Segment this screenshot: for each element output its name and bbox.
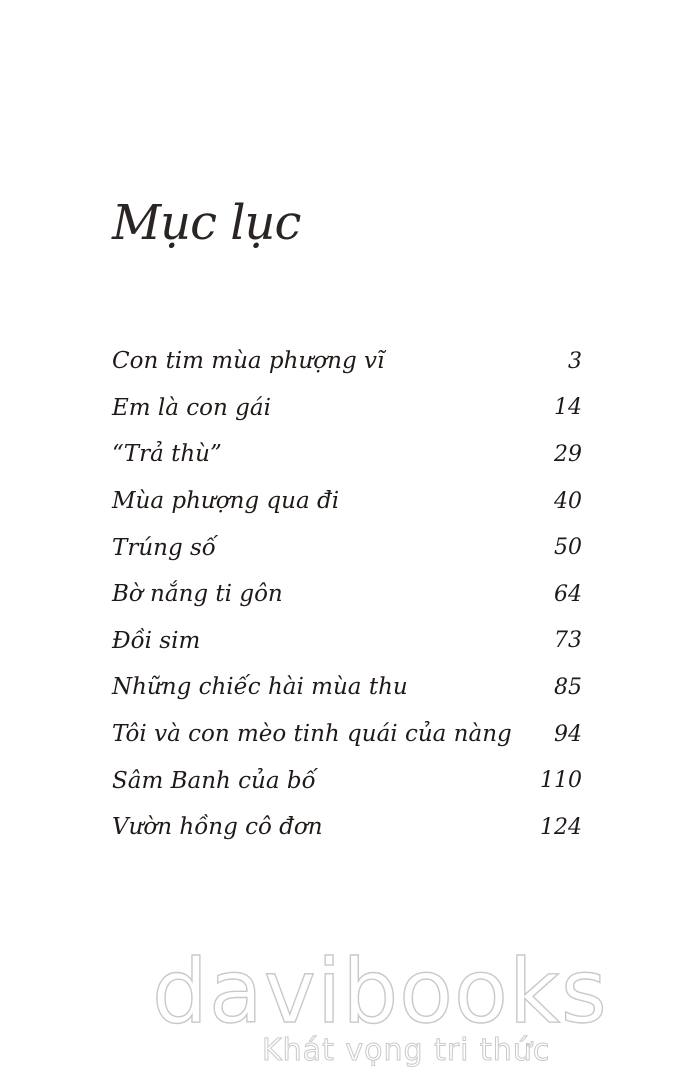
toc-entry [112, 571, 582, 618]
toc-entry [112, 618, 582, 665]
toc-entry-page: 3 [568, 348, 582, 374]
toc-entry-page: 29 [554, 441, 582, 467]
table-of-contents [112, 338, 582, 851]
toc-entry [112, 757, 582, 804]
toc-entry-page: 64 [554, 581, 582, 607]
toc-entry-title: Con tim mùa phượng vĩ [112, 348, 385, 375]
toc-entry-page: 85 [554, 674, 582, 700]
toc-entry-title: Đồi sim [112, 627, 201, 654]
toc-entry-page: 110 [540, 768, 582, 794]
toc-entry-title: Bờ nắng ti gôn [112, 581, 283, 608]
toc-entry-page: 14 [554, 395, 582, 421]
toc-entry [112, 338, 582, 385]
toc-entry-title: Em là con gái [112, 394, 271, 421]
toc-entry-title: Những chiếc hài mùa thu [112, 674, 408, 701]
toc-entry-page: 73 [554, 628, 582, 654]
watermark-slogan: Khát vọng tri thức [262, 1033, 551, 1068]
toc-entry-page: 94 [554, 721, 582, 747]
toc-entry-page: 40 [554, 488, 582, 514]
toc-entry-title: Trúng số [112, 534, 216, 561]
toc-entry-title: Vườn hồng cô đơn [112, 814, 323, 841]
toc-entry [112, 478, 582, 525]
page-title: Mục lục [112, 195, 301, 251]
toc-entry-page: 50 [554, 535, 582, 561]
toc-entry [112, 711, 582, 758]
toc-entry-title: “Trả thù” [112, 441, 222, 468]
toc-entry [112, 664, 582, 711]
watermark-brand: davibooks [152, 940, 608, 1043]
toc-entry [112, 524, 582, 571]
toc-entry-title: Sâm Banh của bố [112, 767, 316, 794]
toc-entry-page: 124 [540, 814, 582, 840]
toc-entry [112, 431, 582, 478]
toc-entry-title: Tôi và con mèo tinh quái của nàng [112, 721, 512, 748]
toc-entry [112, 804, 582, 851]
toc-entry [112, 385, 582, 432]
toc-entry-title: Mùa phượng qua đi [112, 488, 340, 515]
